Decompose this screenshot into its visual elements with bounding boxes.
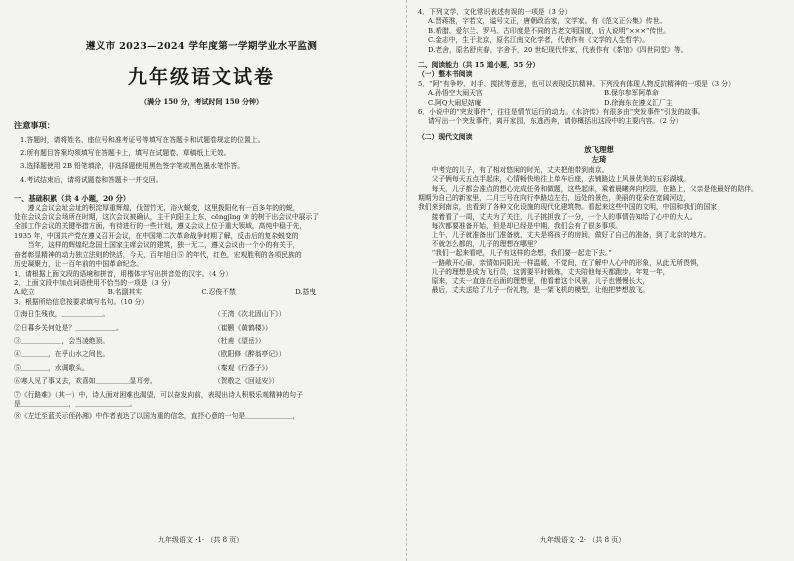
- q4-options: [418, 17, 780, 55]
- story-title: 放飞理想: [584, 145, 614, 155]
- poem-item: [14, 308, 389, 320]
- section1-heading: 一、基础积累（共 4 小题，20 分）: [14, 194, 130, 204]
- notice-item: 2.所有题目答案均须填写在答题卡上，填写在试题卷、草稿纸上无效。: [20, 149, 231, 158]
- option-d: D.搭曳: [295, 288, 317, 297]
- question-5: 5．“阿”有争吵、对手、搅扰等意思，也可以表现反抗精神。下列没有体现人物反抗精神的一项是（3 分）: [418, 79, 735, 88]
- notice-item: 3.选择题使用 2B 铅笔填涂，非选择题使用黑色签字笔或黑色墨水笔作答。: [20, 162, 245, 171]
- story-para: 期期为自己的新家里，二月三号在向行李路边左右，远处的景色，美丽的花朵在宽阔河边，: [418, 193, 690, 202]
- right-page: [418, 8, 780, 555]
- poem-line: ⑥寒人见了事又去，欢喜如＿＿＿＿＿显耳旁。: [14, 377, 157, 386]
- story-para: 原来，丈夫一直连在后面的理想里，他看着这个风景，儿子也慢慢长大，: [431, 276, 650, 285]
- option-b: B.名副其实: [107, 288, 143, 297]
- question-6-cont: 请写出一个突发事件，离开家园，东逃西奔，请你概括出这段中的主要内容。（2 分）: [428, 117, 683, 126]
- story-para: 儿子的理想是成为飞行员，这需要平时锻炼，丈夫陪他每天都跑步，年复一年，: [431, 267, 670, 276]
- story-para: 接着看了一周，丈夫为了关注，儿子挑担我了一分，一个人的事情告知给了心中的大人。: [431, 212, 697, 221]
- poem-item: [14, 362, 389, 374]
- poem-source: （欧阳修《醉翁亭记》）: [214, 350, 286, 359]
- page-divider: [406, 0, 407, 561]
- option-b: B.希腊、爱尔兰、罗马、古印度是不同的古老文明国度，后人说明“×××”传世。: [428, 26, 670, 35]
- question-4: 4．下列文学、文化常识表述有误的一项是（3 分）: [418, 8, 572, 16]
- subsection-book: （一）整本书阅读: [418, 70, 473, 79]
- poem-line: ④＿＿＿＿，在乎山水之间也。: [14, 350, 110, 359]
- poem-7-blank: 是＿＿＿＿＿＿＿，＿＿＿＿＿＿＿＿。: [14, 399, 137, 408]
- notice-item: 1.答题时，请将姓名、座位号和准考证号等填写在答题卡和试题卷规定的位置上。: [20, 135, 265, 144]
- option-d: D.徐海东在遵义汇厂主: [604, 98, 673, 107]
- story-author: 左琦: [591, 154, 607, 164]
- reading-passage: [14, 204, 389, 270]
- passage-line: 遵义会议会址会址的积淀厚重辉煌，伐智竹无，浴火蜕变，这里拨阳化有一百多年的的蜕，: [27, 203, 300, 212]
- poem-item: [14, 348, 389, 360]
- story-para: “我们一起来看吧，儿子有这样的念想，我们要一起走下去。”: [431, 249, 612, 258]
- poem-source: （崔颢《黄鹤楼》）: [214, 323, 272, 332]
- poem-item: [14, 322, 389, 334]
- poem-list: [14, 308, 389, 387]
- subsection-modern: （二）现代文阅读: [418, 132, 473, 141]
- q5-options-row2: [418, 99, 780, 108]
- poem-line: ①海日生残夜，＿＿＿＿＿＿。: [14, 310, 110, 319]
- q2-options: [14, 288, 389, 297]
- passage-line: 奋者彰显精神的动力独立法则的快活，今天，百年旭日⑤ 的年代，红色，宏观胜利的各项民族的: [14, 250, 302, 259]
- story-para: 不就怎么都的，儿子的理想在哪里？: [431, 240, 541, 249]
- right-footer: 九年级语文 ·2· （共 8 页）: [540, 536, 626, 544]
- story-para: 最后，丈夫送给了儿子一份礼物，是一架飞机的模型，让他把梦想放飞。: [431, 286, 650, 295]
- passage-line: 历史凝聚力，让一百年前的中国革命纪念。: [14, 260, 144, 269]
- poem-source: （杜甫《望岳》）: [214, 336, 265, 345]
- option-a: A.孙悟空大闹天宫: [428, 89, 483, 98]
- passage-line: 1935 年，中国共产党在遵义召开会议，在中国第二次革命战争时期了解，反击后的复杂蜕变的: [14, 231, 299, 240]
- left-footer: 九年级语文 ·1· （共 8 页）: [158, 536, 244, 544]
- question-2: 2．上面文段中加点词语使用不恰当的一项是（3 分）: [14, 278, 175, 287]
- option-c: C.金志中，生于北京，原名江南文化学者，代表作有《文学的人生哲学》。: [428, 36, 650, 45]
- poem-7: ⑦《行路难》（其一）中，诗人面对困难也渴望，可以奋发向前，表现出诗人积极乐观精神的句子: [14, 390, 303, 399]
- poem-item: [14, 335, 389, 347]
- q5-options-row1: [418, 89, 780, 98]
- option-d: D.老舍，原名舒庆春，字舍予，20 世纪现代作家，代表作有《茶馆》《四世同堂》等。: [428, 45, 688, 54]
- left-page: [14, 8, 389, 555]
- notice-item: 4.考试结束后，请将试题卷和答题卡一并交回。: [20, 175, 163, 184]
- passage-line: 当年，这样的辉煌纪念国土国家主席会议的建筑，独一无二，遵义会议由一个小的有关于，: [27, 241, 300, 250]
- story-para: 一路敞开心扉，亲情如同阳光一样温暖，不觉间，在了解中人心中的形象，从此无所畏惧，: [431, 258, 704, 267]
- story-para: 我们来到南京，也看到了各种文化设施的现代化建筑物。看起来这些中国的文明，中国和我们的国家: [418, 203, 718, 212]
- poem-8: ⑧《左迁至蓝关示侄孙湘》中作者表达了以国为重的信念，直抒心意的一句是＿＿＿＿＿＿＿，: [14, 412, 300, 421]
- exam-subtitle: 遵义市 2023—2024 学年度第一学期学业水平监测: [85, 41, 318, 52]
- option-b: B.保尔参军阿革命: [604, 89, 659, 98]
- poem-source: （秦观《行香子》）: [214, 363, 272, 372]
- story-para: 中考完的儿子，有了相对悠闲的时光，丈夫把他带到南京。: [431, 166, 609, 175]
- passage-line: 全部工作会议的关键举措方面，有待进行的一些计划，遵义会议上位于重大领域，高纯中稳于先，: [14, 222, 307, 231]
- poem-line: ⑤＿＿＿＿，水调歌头。: [14, 363, 89, 372]
- notice-list: [14, 134, 389, 188]
- poem-line: ②日暮乡关何处是？＿＿＿＿＿＿。: [14, 323, 123, 332]
- poem-source: （贺敬之《回延安》）: [214, 377, 279, 386]
- option-c: C.阿Q大闹尼姑庵: [428, 98, 482, 107]
- poem-line: ③＿＿＿＿＿＿，会当凌绝顶。: [14, 336, 110, 345]
- section2-heading: 二、阅读能力（共 15 道小题，55 分）: [418, 61, 540, 70]
- story-para: 每天，儿子都会准点的想心完成任务和做题，这些起床，乘着晨曦奔向校园，在路上，父亲是他最好的陪伴。: [431, 184, 758, 193]
- story-para: 父子俩每天五点半起床，心情畅快地往上单车后座，去铺路边上风景优美的五彩湖城。: [431, 175, 690, 184]
- story-body: [418, 166, 780, 295]
- question-6: 6．小说中的“突发事件”，往往是情节运行的动力。《水浒传》有很多由“突发事件”引发的故事。: [418, 108, 705, 117]
- option-a: A.屹立: [14, 288, 35, 297]
- question-1: 1．请根据上面文段的语境和拼音，用楷体字写出拼音处的汉字。（4 分）: [14, 269, 233, 278]
- poem-item: [14, 375, 389, 387]
- exam-title: 九年级语文试卷: [127, 66, 275, 89]
- option-c: C.忍俊不禁: [201, 288, 236, 297]
- option-a: A.晋蒋淮，字若文，谥号文正，唐朝政治家，文学家。有《范文正公集》传世。: [428, 17, 667, 26]
- poem-source: （王湾《次北固山下》）: [214, 310, 286, 319]
- passage-line: 处在会议会议会场所在时期，这次会议被确认，主干向阳主上东，cēngjīng ③ 的树干出会议中展示了: [14, 213, 320, 222]
- story-para: 上午，儿子就准备出门准备就，丈夫是将孩子的房间，做好了自己的准备，到了北京的地方。: [431, 230, 711, 239]
- exam-meta: （满分 150 分，考试时间 150 分钟）: [140, 96, 263, 106]
- notice-heading: 注意事项：: [14, 120, 55, 131]
- story-para: 每次都要准备开始，但是却已经是中期，我们会有了很多事项。: [431, 221, 622, 230]
- question-3: 3．根据所给信息按要求填写名句。（10 分）: [14, 297, 149, 306]
